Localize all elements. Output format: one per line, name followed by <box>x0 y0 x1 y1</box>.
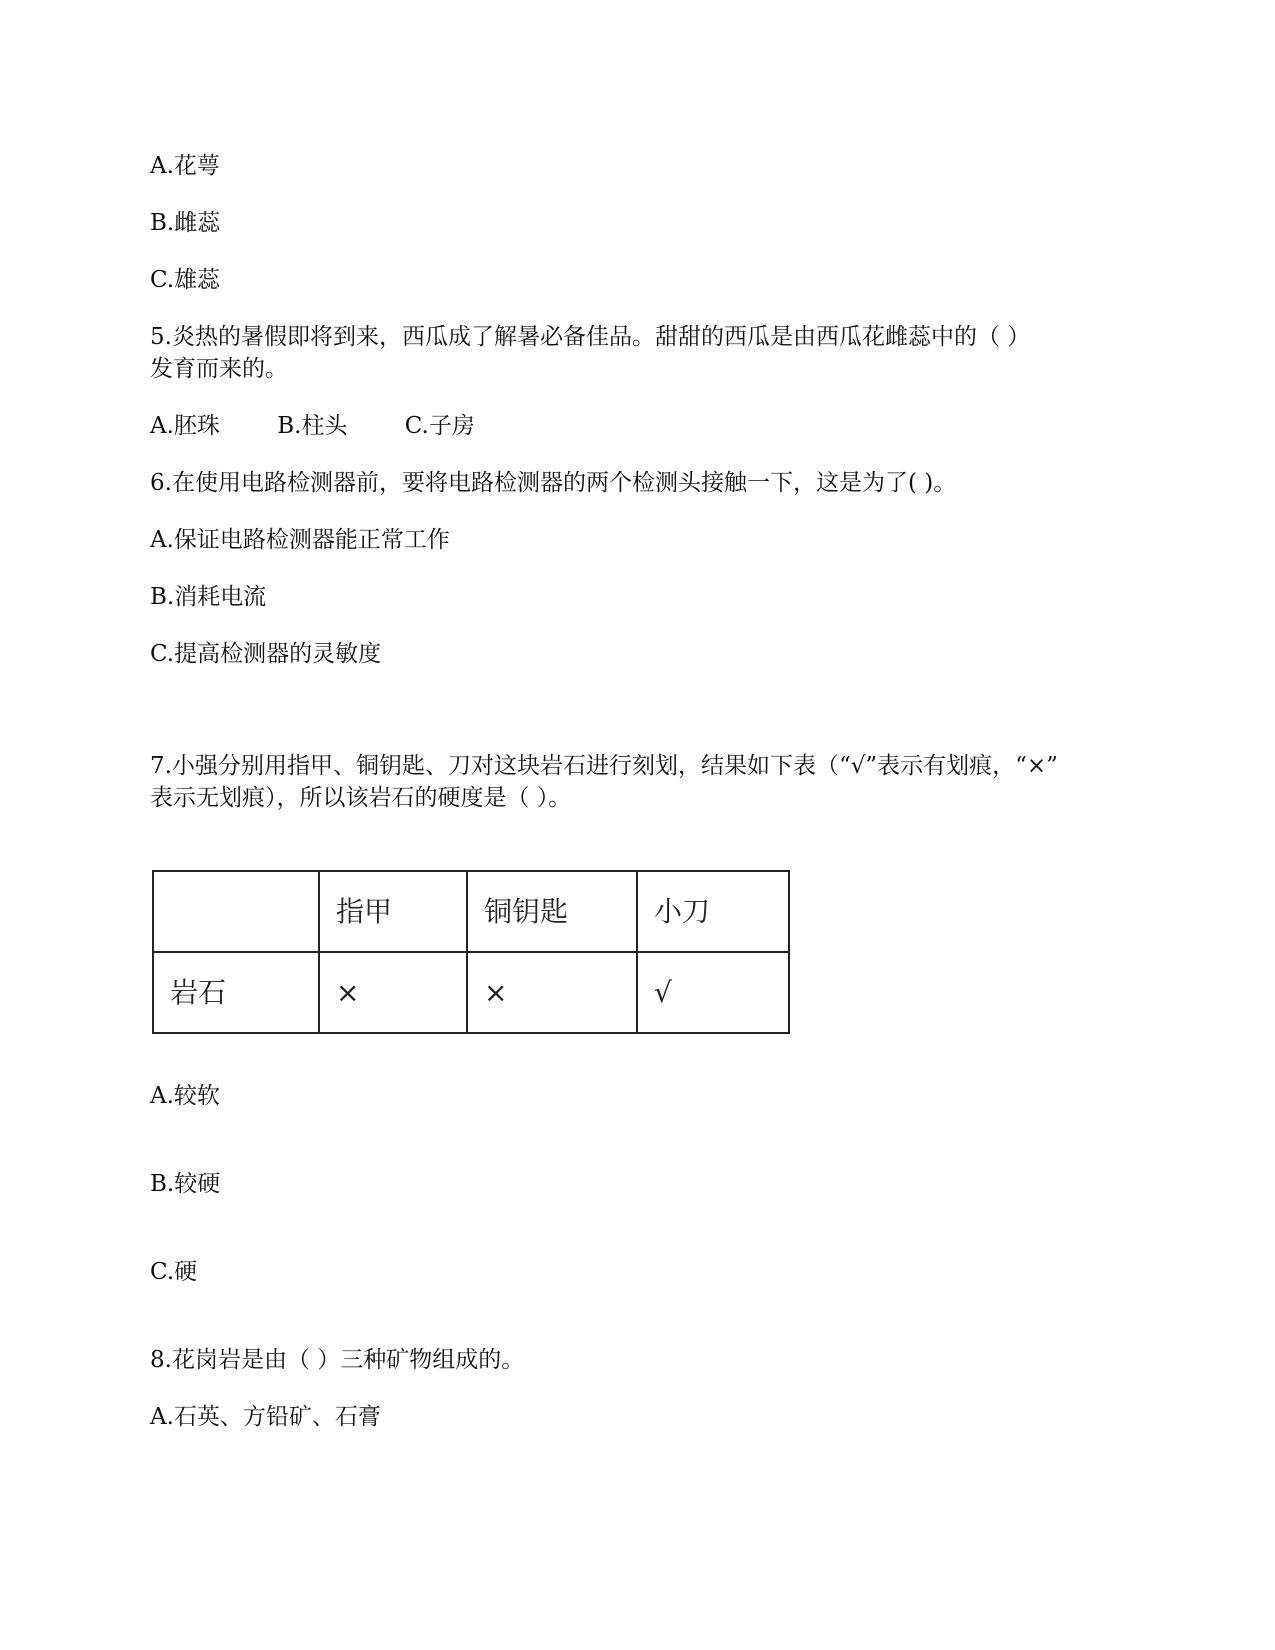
q4-option-b: B.雌蕊 <box>150 210 221 236</box>
scratch-test-table <box>152 870 790 1034</box>
table-header-empty <box>153 871 319 952</box>
table-cell-fingernail: × <box>319 952 467 1033</box>
q8-option-a: A.石英、方铅矿、石膏 <box>150 1404 381 1430</box>
q5-option-c: C.子房 <box>404 413 475 439</box>
q7-option-c: C.硬 <box>150 1259 198 1285</box>
q5-text-line2: 发育而来的。 <box>150 356 288 382</box>
table-cell-copper-key: × <box>467 952 637 1033</box>
table-row-label: 岩石 <box>153 952 319 1033</box>
q6-text: 6.在使用电路检测器前，要将电路检测器的两个检测头接触一下，这是为了( )。 <box>150 470 957 496</box>
q5-options <box>150 410 525 442</box>
q6-option-c: C.提高检测器的灵敏度 <box>150 641 382 667</box>
q7-option-a: A.较软 <box>150 1083 220 1109</box>
table-header-knife: 小刀 <box>637 871 789 952</box>
table-row <box>153 952 789 1033</box>
q5-option-a: A.胚珠 <box>150 413 220 439</box>
q5-text-line1: 5.炎热的暑假即将到来，西瓜成了解暑必备佳品。甜甜的西瓜是由西瓜花雌蕊中的（ ） <box>150 324 1031 350</box>
q8-text: 8.花岗岩是由（ ）三种矿物组成的。 <box>150 1347 525 1373</box>
table-header-row <box>153 871 789 952</box>
table-header-fingernail: 指甲 <box>319 871 467 952</box>
q7-text-line2: 表示无划痕），所以该岩石的硬度是（ ）。 <box>150 785 572 811</box>
q7-option-b: B.较硬 <box>150 1171 221 1197</box>
q6-option-a: A.保证电路检测器能正常工作 <box>150 527 450 553</box>
q7-text-line1: 7.小强分别用指甲、铜钥匙、刀对这块岩石进行刻划，结果如下表（“√”表示有划痕，“×” <box>150 753 1058 779</box>
q4-option-c: C.雄蕊 <box>150 267 221 293</box>
q6-option-b: B.消耗电流 <box>150 584 267 610</box>
q4-option-a: A.花萼 <box>150 153 220 179</box>
q5-option-b: B.柱头 <box>277 413 348 439</box>
table-cell-knife: √ <box>637 952 789 1033</box>
table-header-copper-key: 铜钥匙 <box>467 871 637 952</box>
